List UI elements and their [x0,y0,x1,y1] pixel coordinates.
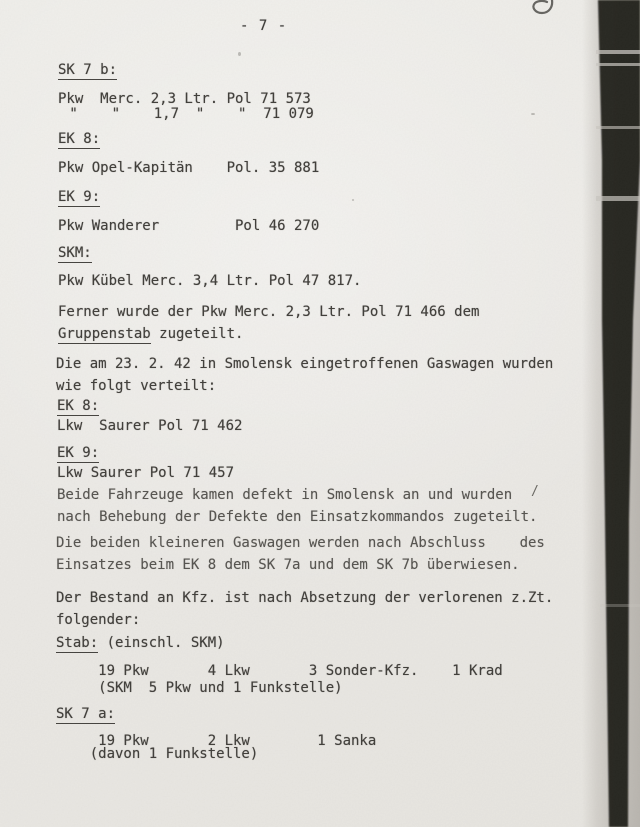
line-bestand-1: Der Bestand an Kfz. ist nach Absetzung der verlorenen z.Zt. [56,590,554,606]
line-h-ek9b: EK 9: [57,445,100,461]
line-h-ek9a: EK 9: [58,189,101,205]
line-ek8b-1: Lkw Saurer Pol 71 462 [57,418,243,434]
line-ek8a-1: Pkw Opel-Kapitän Pol. 35 881 [58,160,320,176]
line-sk7a-note: (davon 1 Funkstelle) [56,746,259,762]
line-h-ek8a: EK 8: [58,131,101,147]
line-gas-2: wie folgt verteilt: [56,378,217,394]
line-sk7b-2: " " 1,7 " " 71 079 [61,106,314,122]
line-gas-1: Die am 23. 2. 42 in Smolensk eingetroffenen Gaswagen wurden [56,356,554,372]
line-stab-note: (SKM 5 Pkw und 1 Funkstelle) [56,680,343,696]
line-skm-1: Pkw Kübel Merc. 3,4 Ltr. Pol 47 817. [58,273,362,289]
line-ferner-1: Ferner wurde der Pkw Merc. 2,3 Ltr. Pol 71 466 dem [58,304,480,320]
line-ek9b-1: Lkw Saurer Pol 71 457 [57,465,235,481]
page-number: - 7 - [240,18,288,34]
line-bestand-2: folgender: [56,612,141,628]
line-h-stab: Stab: (einschl. SKM) [56,635,225,651]
line-ek9a-1: Pkw Wanderer Pol 46 270 [58,218,320,234]
line-klein-1: Die beiden kleineren Gaswagen werden nach Abschluss des [56,535,545,551]
line-beide-1: Beide Fahrzeuge kamen defekt in Smolensk an und wurden [57,487,513,503]
scan-edge-band [582,0,640,827]
line-klein-2: Einsatzes beim EK 8 dem SK 7a und dem SK 7b überwiesen. [56,557,520,573]
line-h-sk7b: SK 7 b: [58,62,118,78]
scan-speck [352,199,354,201]
line-h-skm: SKM: [58,245,92,261]
handwritten-mark [533,0,552,13]
scan-speck [238,52,241,56]
line-sk7a-counts: 19 Pkw 2 Lkw 1 Sanka [56,733,377,749]
line-h-sk7a: SK 7 a: [56,706,116,722]
line-stab-counts: 19 Pkw 4 Lkw 3 Sonder-Kfz. 1 Krad [56,663,503,679]
line-beide-2: nach Behebung der Defekte den Einsatzkommandos zugeteilt. [57,509,538,525]
scan-speck [531,113,535,115]
line-h-ek8b: EK 8: [57,398,100,414]
line-ferner-2: Gruppenstab zugeteilt. [58,326,244,342]
line-sk7b-1: Pkw Merc. 2,3 Ltr. Pol 71 573 [58,91,311,107]
stray-mark: / [531,484,539,499]
